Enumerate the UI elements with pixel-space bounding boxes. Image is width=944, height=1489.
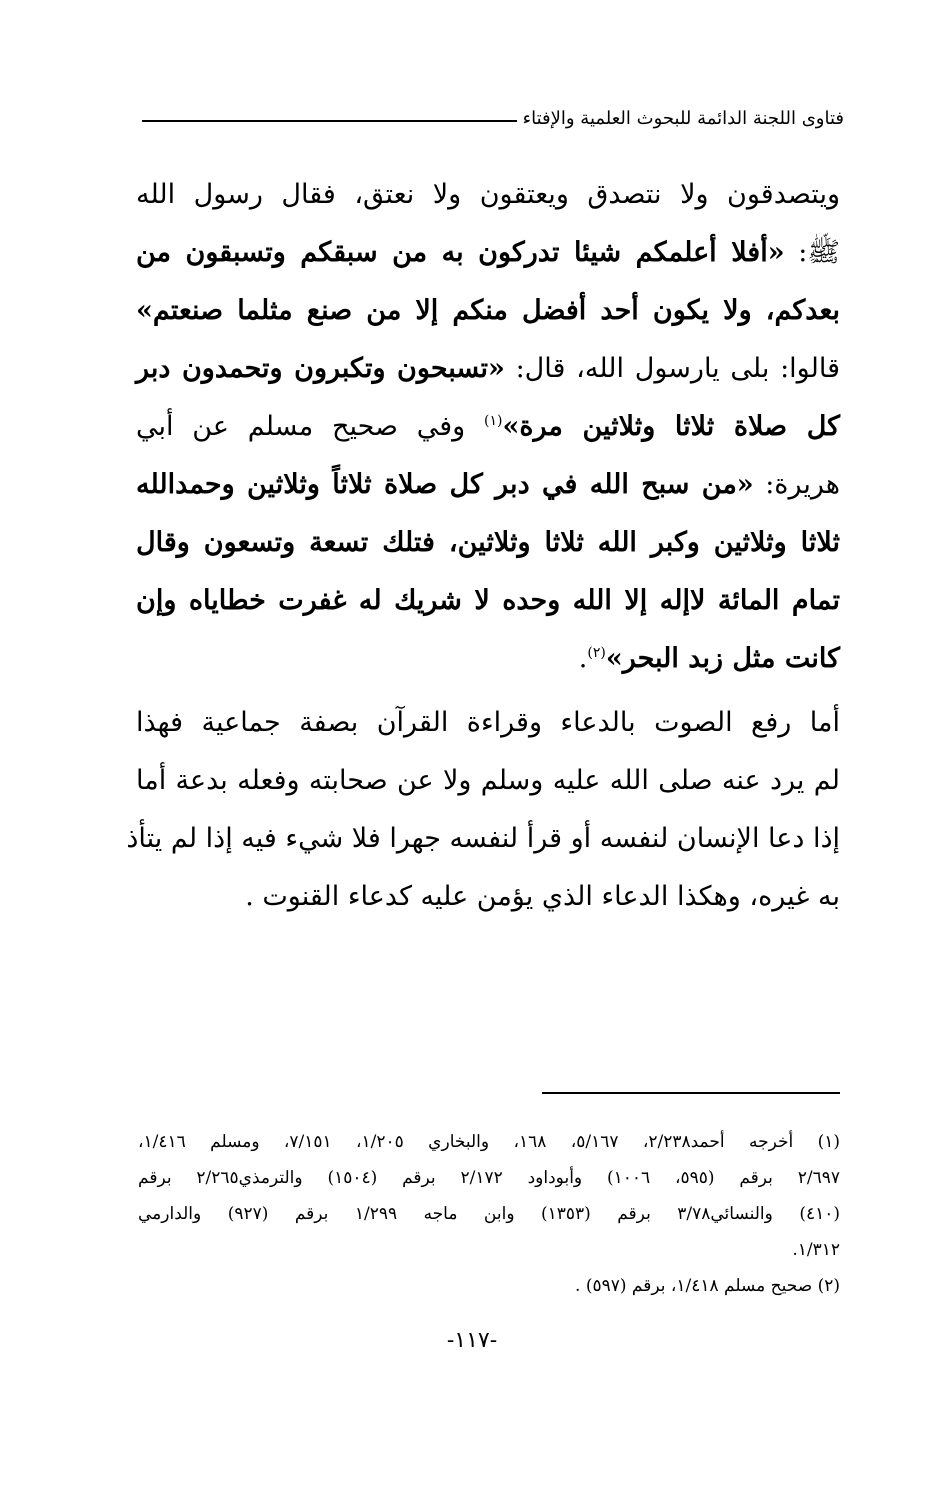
- paragraph-2: [126, 694, 840, 926]
- paragraph-1-line: [136, 166, 840, 224]
- bold-text-run: تمام المائة لاإله إلا الله وحده لا شريك له غفرت خطاياه وإن: [136, 585, 840, 616]
- text-run: قالوا: بلى يارسول الله، قال:: [504, 353, 840, 384]
- header-title: فتاوى اللجنة الدائمة للبحوث العلمية والإفتاء: [522, 108, 844, 129]
- footnote-separator: [542, 1092, 840, 1094]
- page-number: -١١٧-: [446, 1328, 498, 1353]
- paragraph-1: [136, 166, 840, 688]
- footnote-line: ١/٣١٢.: [792, 1240, 840, 1260]
- text-run: ويتصدقون ولا نتصدق ويعتقون ولا نعتق، فقال رسول الله: [136, 179, 840, 210]
- bold-text-run: كل صلاة ثلاثا وثلاثين مرة»: [502, 411, 840, 442]
- footnotes: [138, 1124, 840, 1304]
- header-rule: [142, 120, 517, 122]
- body-text: [126, 166, 841, 926]
- running-header: [142, 108, 844, 129]
- text-run: وفي صحيح مسلم عن أبي: [136, 411, 484, 442]
- text-run: ﷺ:: [784, 237, 841, 268]
- footnote-line: (١) أخرجه أحمد٢/٢٣٨، ٥/١٦٧، ١٦٨، والبخاري ١/٢٠٥، ٧/١٥١، ومسلم ١/٤١٦،: [138, 1132, 840, 1152]
- paragraph-1-line: [136, 224, 840, 282]
- paragraph-2-line: أما رفع الصوت بالدعاء وقراءة القرآن بصفة جماعية فهذا: [136, 707, 840, 738]
- footnote-marker: (١): [483, 413, 503, 429]
- bold-text-run: «من سبح الله في دبر كل صلاة ثلاثاً وثلاثين وحمدالله: [136, 469, 754, 500]
- footnote-marker: (٢): [587, 645, 606, 661]
- footnote-line: (٤١٠) والنسائي٣/٧٨ برقم (١٣٥٣) وابن ماجه ١/٢٩٩ برقم (٩٢٧) والدارمي: [138, 1204, 840, 1224]
- paragraph-2-line: به غيره، وهكذا الدعاء الذي يؤمن عليه كدعاء القنوت .: [245, 881, 840, 912]
- paragraph-1-line: [136, 572, 840, 630]
- paragraph-1-line: [136, 340, 840, 398]
- paragraph-1-line: [136, 514, 840, 572]
- paragraph-2-line: إذا دعا الإنسان لنفسه أو قرأ لنفسه جهرا فلا شيء فيه إذا لم يتأذ: [126, 823, 840, 854]
- bold-text-run: «تسبحون وتكبرون وتحمدون دبر: [136, 353, 505, 384]
- text-run: هريرة:: [753, 469, 841, 500]
- bold-text-run: ثلاثا وثلاثين وكبر الله ثلاثا وثلاثين، فتلك تسعة وتسعون وقال: [136, 527, 840, 558]
- paragraph-1-line: [136, 456, 840, 514]
- text-run: .: [578, 643, 588, 674]
- paragraph-1-line: [136, 398, 840, 456]
- paragraph-1-line: [136, 630, 840, 688]
- paragraph-2-line: لم يرد عنه صلى الله عليه وسلم ولا عن صحابته وفعله بدعة أما: [136, 765, 840, 796]
- bold-text-run: «أفلا أعلمكم شيئا تدركون به من سبقكم وتسبقون من: [136, 237, 785, 268]
- bold-text-run: بعدكم، ولا يكون أحد أفضل منكم إلا من صنع مثلما صنعتم»: [136, 295, 840, 326]
- paragraph-1-line: [136, 282, 840, 340]
- footnote-line: (٢) صحيح مسلم ١/٤١٨، برقم (٥٩٧) .: [575, 1276, 840, 1296]
- bold-text-run: كانت مثل زبد البحر»: [605, 643, 840, 674]
- footnote-line: ٢/٦٩٧ برقم (٥٩٥، ١٠٠٦) وأبوداود ٢/١٧٢ برقم (١٥٠٤) والترمذي٢/٢٦٥ برقم: [138, 1168, 840, 1188]
